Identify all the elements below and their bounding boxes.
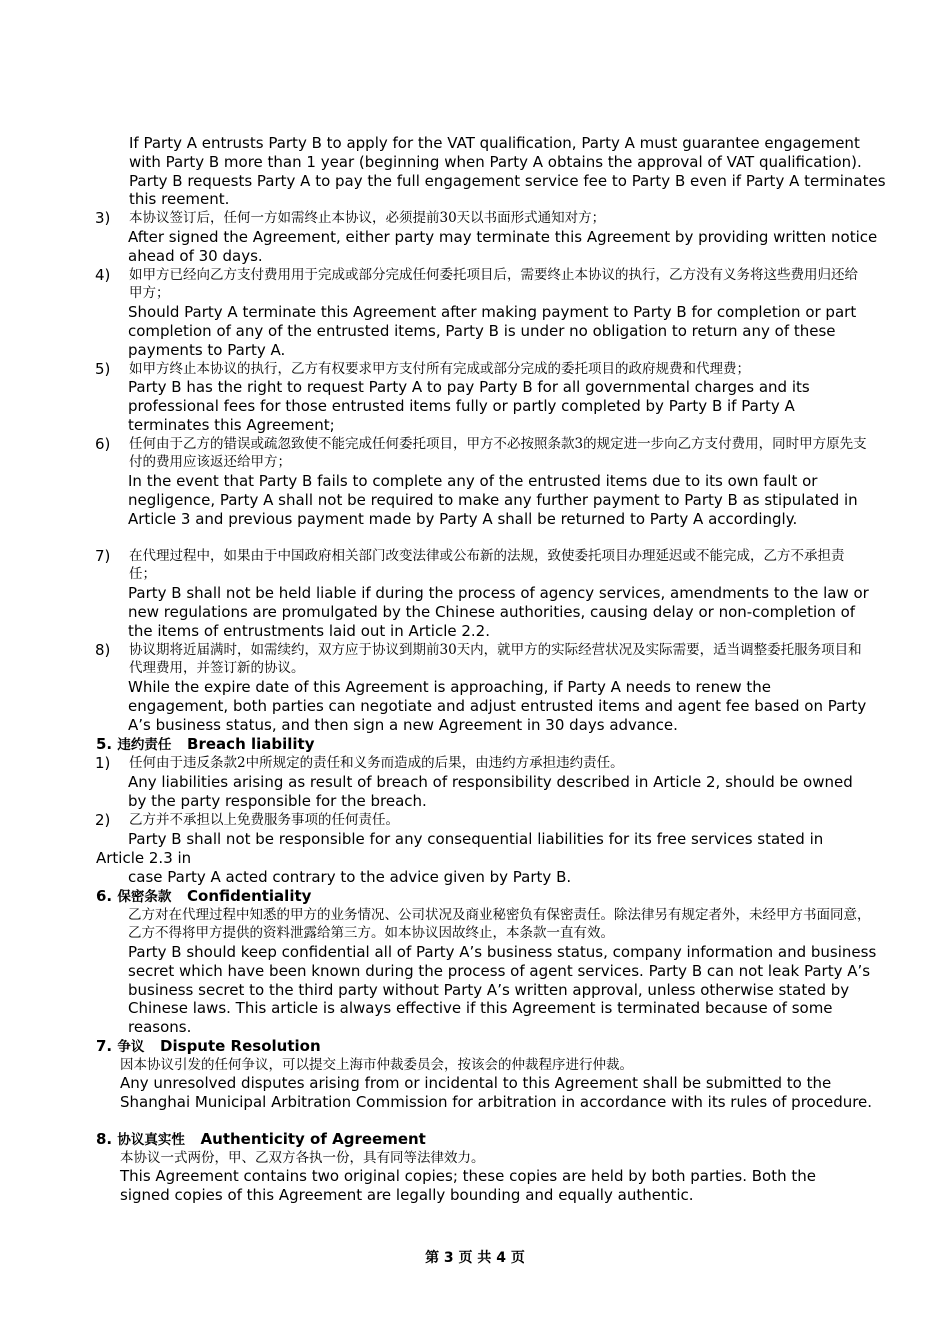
section-6-heading — [96, 887, 311, 907]
item-7-english: Party B shall not be held liable if during the process of agency services, amendments to the law or new regulations are promulgated by the Chinese authorities, causing delay or non-completion of the items of entrustments laid out in Article 2.2. — [128, 584, 869, 640]
section-8-title-zh: 协议真实性 — [117, 1132, 185, 1148]
item-6-number: 6) — [95, 435, 111, 453]
item-7-number: 7) — [95, 547, 111, 565]
item-5-english: Party B has the right to request Party A to pay Party B for all governmental charges and its professional fees for those entrusted items fully or partly completed by Party B if Party A terminates this Agreement; — [128, 378, 810, 434]
item-8-chinese: 协议期将近届满时，如需续约，双方应于协议到期前30天内，就甲方的实际经营状况及实际需要，适当调整委托服务项目和代理费用，并签订新的协议。 — [129, 642, 862, 676]
section-8-body-chinese: 本协议一式两份，甲、乙双方各执一份，具有同等法律效力。 — [120, 1150, 485, 1166]
sec5-item-2-number: 2) — [95, 811, 111, 829]
section-8-number: 8. — [96, 1130, 113, 1148]
page-footer: 第 3 页 共 4 页 — [425, 1250, 525, 1266]
sec5-item-1-number: 1) — [95, 754, 111, 772]
item-3-english: After signed the Agreement, either party may terminate this Agreement by providing written notice ahead of 30 days. — [128, 228, 878, 265]
section-7-body-chinese: 因本协议引发的任何争议，可以提交上海市仲裁委员会，按该会的仲裁程序进行仲裁。 — [120, 1057, 633, 1073]
item-4-chinese: 如甲方已经向乙方支付费用用于完成或部分完成任何委托项目后，需要终止本协议的执行，乙方没有义务将这些费用归还给甲方； — [129, 267, 858, 301]
section-7-number: 7. — [96, 1037, 113, 1055]
section-8-heading — [96, 1130, 426, 1150]
section-7-title-en: Dispute Resolution — [160, 1037, 321, 1055]
section-5-title-zh: 违约责任 — [117, 737, 172, 753]
item-5-chinese: 如甲方终止本协议的执行，乙方有权要求甲方支付所有完成或部分完成的委托项目的政府规费和代理费； — [129, 361, 750, 377]
section-5-title-en: Breach liability — [187, 735, 315, 753]
intro-paragraph: If Party A entrusts Party B to apply for the VAT qualification, Party A must guarantee engagement with Party B more than 1 year (beginning when Party A obtains the approval of VAT qualification). Party B requests Party A to pay the full engagement service fee to Party B even if Party A terminates this reement. — [129, 134, 886, 209]
section-7-heading — [96, 1037, 321, 1057]
item-4-english: Should Party A terminate this Agreement after making payment to Party B for completion or part completion of any of the entrusted items, Party B is under no obligation to return any of these payments to Party A. — [128, 303, 857, 359]
section-7-body-english: Any unresolved disputes arising from or incidental to this Agreement shall be submitted to the Shanghai Municipal Arbitration Commission for arbitration in accordance with its rules of procedure. — [120, 1074, 873, 1111]
item-3-chinese: 本协议签订后，任何一方如需终止本协议，必须提前30天以书面形式通知对方； — [129, 210, 606, 226]
item-5-number: 5) — [95, 360, 111, 378]
item-7-chinese: 在代理过程中，如果由于中国政府相关部门改变法律或公布新的法规，致使委托项目办理延迟或不能完成，乙方不承担责任； — [129, 548, 845, 582]
sec5-item-1-chinese: 任何由于违反条款2中所规定的责任和义务而造成的后果，由违约方承担违约责任。 — [129, 755, 624, 771]
item-6-english: In the event that Party B fails to complete any of the entrusted items due to its own fault or negligence, Party A shall not be required to make any further payment to Party B as stipulated in Article 3 and previous payment made by Party A shall be returned to Party A accordingly. — [128, 472, 858, 528]
item-6-chinese: 任何由于乙方的错误或疏忽致使不能完成任何委托项目，甲方不必按照条款3的规定进一步向乙方支付费用，同时甲方原先支付的费用应该返还给甲方； — [129, 436, 867, 470]
sec5-item-2-english-line2: Article 2.3 in — [96, 849, 192, 867]
section-8-title-en: Authenticity of Agreement — [200, 1130, 426, 1148]
item-8-number: 8) — [95, 641, 111, 659]
item-4-number: 4) — [95, 266, 111, 284]
sec5-item-1-english: Any liabilities arising as result of breach of responsibility described in Article 2, should be owned by the party responsible for the breach. — [128, 773, 853, 810]
section-6-body-english: Party B should keep confidential all of Party A’s business status, company information and business secret which have been known during the process of agent services. Party B can not leak Party A’s business secret to the third party without Party A’s written approval, unless otherwise stated by Chinese laws. This article is always effective if this Agreement is terminated because of some reasons. — [128, 943, 877, 1037]
section-6-body-chinese: 乙方对在代理过程中知悉的甲方的业务情况、公司状况及商业秘密负有保密责任。除法律另有规定者外，未经甲方书面同意，乙方不得将甲方提供的资料泄露给第三方。如本协议因故终止，本条款一直有效。 — [128, 907, 871, 941]
section-7-title-zh: 争议 — [117, 1039, 145, 1055]
item-3-number: 3) — [95, 209, 111, 227]
section-6-title-zh: 保密条款 — [117, 889, 172, 905]
section-6-title-en: Confidentiality — [187, 887, 312, 905]
sec5-item-2-english-line1: Party B shall not be responsible for any consequential liabilities for its free services stated in — [128, 830, 824, 848]
item-8-english: While the expire date of this Agreement is approaching, if Party A needs to renew the engagement, both parties can negotiate and adjust entrusted items and agent fee based on Party A’s business status, and then sign a new Agreement in 30 days advance. — [128, 678, 867, 734]
sec5-item-2-english-line3: case Party A acted contrary to the advice given by Party B. — [128, 868, 572, 886]
section-6-number: 6. — [96, 887, 113, 905]
sec5-item-2-chinese: 乙方并不承担以上免费服务事项的任何责任。 — [129, 812, 399, 828]
section-5-heading — [96, 735, 314, 755]
section-5-number: 5. — [96, 735, 113, 753]
section-8-body-english: This Agreement contains two original copies; these copies are held by both parties. Both the signed copies of this Agreement are legally bounding and equally authentic. — [120, 1167, 817, 1204]
